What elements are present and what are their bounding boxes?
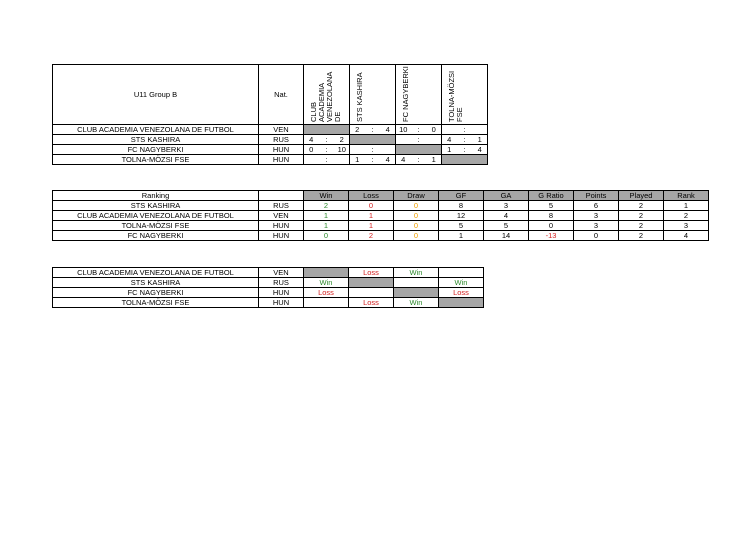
ranking-draw: 0	[394, 221, 439, 231]
result-cell	[439, 268, 484, 278]
ranking-ga: 4	[484, 211, 529, 221]
score-away: 1	[473, 135, 488, 145]
score-separator: :	[411, 135, 427, 145]
column-header-label: TOLNA-MÖZSI FSE	[446, 70, 464, 122]
result-cell	[394, 278, 439, 288]
score-home: 2	[350, 125, 365, 135]
team-nat: RUS	[259, 135, 304, 145]
ranking-points: 3	[574, 221, 619, 231]
team-name: TOLNA-MÖZSI FSE	[53, 221, 259, 231]
team-name: FC NAGYBERKI	[53, 231, 259, 241]
ranking-header-cell: GA	[484, 191, 529, 201]
team-name: TOLNA-MÖZSI FSE	[53, 155, 259, 165]
group-title: U11 Group B	[53, 65, 259, 125]
ranking-table	[52, 190, 709, 241]
ranking-header-cell: Rank	[664, 191, 709, 201]
score-away	[427, 135, 442, 145]
ranking-played: 2	[619, 221, 664, 231]
ranking-header-cell: GF	[439, 191, 484, 201]
column-header	[442, 65, 488, 125]
team-nat: VEN	[259, 125, 304, 135]
ranking-draw: 0	[394, 211, 439, 221]
score-separator: :	[319, 145, 335, 155]
self-match-cell	[349, 278, 394, 288]
ranking-row	[53, 231, 709, 241]
score-home: 4	[396, 155, 411, 165]
ranking-points: 0	[574, 231, 619, 241]
score-away: 0	[427, 125, 442, 135]
score-separator: :	[457, 135, 473, 145]
self-match-cell	[304, 268, 349, 278]
column-header	[396, 65, 442, 125]
ranking-played: 2	[619, 231, 664, 241]
team-nat: HUN	[259, 145, 304, 155]
score-away	[335, 155, 350, 165]
score-home	[350, 145, 365, 155]
result-cell: Loss	[439, 288, 484, 298]
matrix-row	[53, 145, 488, 155]
team-nat: HUN	[259, 288, 304, 298]
ranking-ratio: 5	[529, 201, 574, 211]
self-match-cell	[439, 298, 484, 308]
ranking-points: 3	[574, 211, 619, 221]
team-name: STS KASHIRA	[53, 201, 259, 211]
team-name: STS KASHIRA	[53, 278, 259, 288]
ranking-rank: 1	[664, 201, 709, 211]
ranking-header-cell: Points	[574, 191, 619, 201]
column-header-label: STS KASHIRA	[354, 71, 364, 122]
score-away: 1	[427, 155, 442, 165]
ranking-win: 2	[304, 201, 349, 211]
ranking-ratio: 0	[529, 221, 574, 231]
team-nat: RUS	[259, 201, 304, 211]
ranking-gf: 12	[439, 211, 484, 221]
ranking-loss: 2	[349, 231, 394, 241]
ranking-played: 2	[619, 211, 664, 221]
matrix-row	[53, 155, 488, 165]
self-match-cell	[394, 288, 439, 298]
team-name: STS KASHIRA	[53, 135, 259, 145]
column-header	[304, 65, 350, 125]
score-home: 10	[396, 125, 411, 135]
team-name: TOLNA-MÖZSI FSE	[53, 298, 259, 308]
results-row	[53, 278, 484, 288]
ranking-header-cell	[259, 191, 304, 201]
score-away: 2	[335, 135, 350, 145]
score-home	[442, 125, 457, 135]
ranking-ratio: 8	[529, 211, 574, 221]
score-separator: :	[365, 125, 381, 135]
team-name: CLUB ACADEMIA VENEZOLANA DE FUTBOL	[53, 268, 259, 278]
matrix-row	[53, 125, 488, 135]
score-separator: :	[457, 145, 473, 155]
result-cell	[304, 298, 349, 308]
results-row	[53, 298, 484, 308]
score-separator: :	[319, 135, 335, 145]
team-nat: VEN	[259, 211, 304, 221]
ranking-gf: 8	[439, 201, 484, 211]
ranking-loss: 0	[349, 201, 394, 211]
score-away	[381, 145, 396, 155]
ranking-win: 0	[304, 231, 349, 241]
ranking-ga: 5	[484, 221, 529, 231]
score-away: 4	[473, 145, 488, 155]
score-separator: :	[457, 125, 473, 135]
result-cell: Loss	[349, 298, 394, 308]
column-header-label: CLUB ACADEMIA VENEZOLANA DE	[308, 71, 342, 122]
score-home	[304, 155, 319, 165]
team-name: FC NAGYBERKI	[53, 145, 259, 155]
ranking-loss: 1	[349, 211, 394, 221]
ranking-row	[53, 221, 709, 231]
ranking-header-cell: Draw	[394, 191, 439, 201]
team-name: CLUB ACADEMIA VENEZOLANA DE FUTBOL	[53, 211, 259, 221]
result-cell: Win	[304, 278, 349, 288]
ranking-draw: 0	[394, 231, 439, 241]
team-nat: HUN	[259, 231, 304, 241]
team-nat: VEN	[259, 268, 304, 278]
ranking-gf: 5	[439, 221, 484, 231]
ranking-rank: 4	[664, 231, 709, 241]
ranking-header-cell: Win	[304, 191, 349, 201]
column-header-label: FC NAGYBERKI	[400, 65, 410, 122]
ranking-row	[53, 211, 709, 221]
ranking-header-cell: Played	[619, 191, 664, 201]
ranking-header-row	[53, 191, 709, 201]
self-match-cell	[442, 155, 488, 165]
result-cell	[349, 288, 394, 298]
ranking-ratio: -13	[529, 231, 574, 241]
score-home: 1	[350, 155, 365, 165]
nat-header: Nat.	[259, 65, 304, 125]
ranking-win: 1	[304, 221, 349, 231]
score-separator: :	[319, 155, 335, 165]
score-away: 4	[381, 155, 396, 165]
column-header	[350, 65, 396, 125]
results-row	[53, 288, 484, 298]
ranking-rank: 2	[664, 211, 709, 221]
results-table	[52, 267, 484, 308]
self-match-cell	[396, 145, 442, 155]
team-nat: HUN	[259, 221, 304, 231]
team-name: FC NAGYBERKI	[53, 288, 259, 298]
ranking-win: 1	[304, 211, 349, 221]
group-matrix-table	[52, 64, 488, 165]
ranking-ga: 14	[484, 231, 529, 241]
score-home: 1	[442, 145, 457, 155]
result-cell: Win	[394, 268, 439, 278]
ranking-header-cell: Ranking	[53, 191, 259, 201]
result-cell: Win	[439, 278, 484, 288]
results-row	[53, 268, 484, 278]
score-home: 4	[304, 135, 319, 145]
self-match-cell	[350, 135, 396, 145]
score-separator: :	[365, 155, 381, 165]
self-match-cell	[304, 125, 350, 135]
score-separator: :	[411, 125, 427, 135]
result-cell: Win	[394, 298, 439, 308]
ranking-gf: 1	[439, 231, 484, 241]
score-away: 4	[381, 125, 396, 135]
score-separator: :	[411, 155, 427, 165]
team-nat: HUN	[259, 155, 304, 165]
matrix-row	[53, 135, 488, 145]
ranking-played: 2	[619, 201, 664, 211]
score-away	[473, 125, 488, 135]
team-nat: HUN	[259, 298, 304, 308]
score-separator: :	[365, 145, 381, 155]
score-home: 4	[442, 135, 457, 145]
team-nat: RUS	[259, 278, 304, 288]
team-name: CLUB ACADEMIA VENEZOLANA DE FUTBOL	[53, 125, 259, 135]
ranking-row	[53, 201, 709, 211]
ranking-draw: 0	[394, 201, 439, 211]
ranking-points: 6	[574, 201, 619, 211]
result-cell: Loss	[304, 288, 349, 298]
ranking-header-cell: Loss	[349, 191, 394, 201]
ranking-ga: 3	[484, 201, 529, 211]
ranking-loss: 1	[349, 221, 394, 231]
ranking-rank: 3	[664, 221, 709, 231]
score-home	[396, 135, 411, 145]
score-home: 0	[304, 145, 319, 155]
result-cell: Loss	[349, 268, 394, 278]
score-away: 10	[335, 145, 350, 155]
ranking-header-cell: G Ratio	[529, 191, 574, 201]
